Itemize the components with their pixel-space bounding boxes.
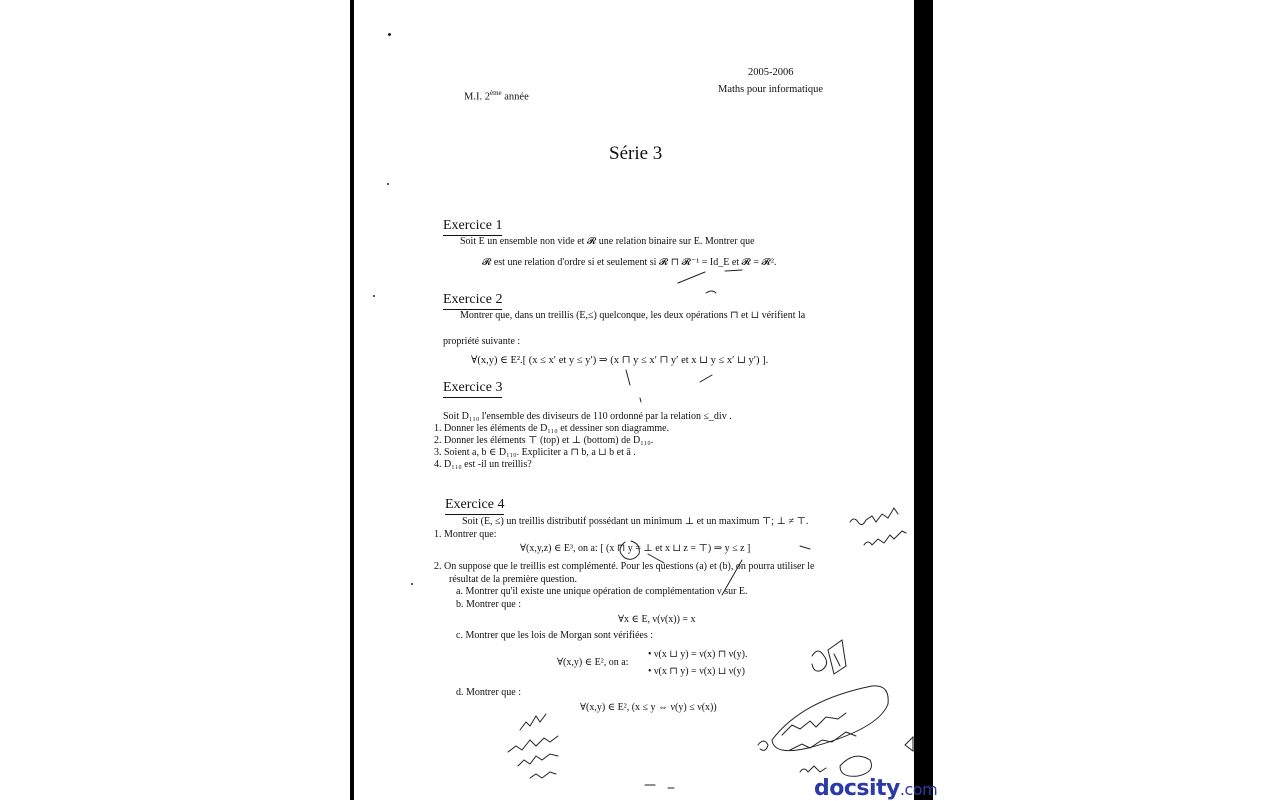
handwritten-note <box>782 713 846 735</box>
exercise-3-title: Exercice 3 <box>443 380 502 398</box>
exercise-4-question-1: 1. Montrer que: <box>434 529 497 540</box>
exercise-4-intro: Soit (E, ≤) un treillis distributif possédant un minimum ⊥ et un maximum ⊤; ⊥ ≠ ⊤. <box>462 516 809 527</box>
handwritten-note <box>790 732 856 750</box>
handwritten-stroke <box>640 398 641 402</box>
handwritten-stroke <box>725 270 742 271</box>
exercise-4-part-c-lhs: ∀(x,y) ∈ E², on a: <box>557 657 629 668</box>
handwritten-stroke <box>706 291 716 293</box>
exercise-1-title: Exercice 1 <box>443 218 502 236</box>
handwritten-stroke <box>678 272 705 283</box>
exercise-4-title: Exercice 4 <box>445 497 504 515</box>
docsity-watermark <box>814 776 937 801</box>
class-suffix: année <box>501 91 529 103</box>
handwritten-note <box>800 766 826 772</box>
exercise-2-formula: ∀(x,y) ∈ E².[ (x ≤ x′ et y ≤ y′) ⇒ (x ⊓ y ≤ x′ ⊓ y′ et x ⊔ y ≤ x′ ⊔ y′) ]. <box>471 355 769 366</box>
class-sup: ème <box>489 89 502 97</box>
handwritten-note <box>530 772 556 778</box>
handwritten-ellipse <box>772 686 888 751</box>
exercise-4-question-1-formula: ∀(x,y,z) ∈ E³, on a: [ (x ⊓ y = ⊥ et x ⊔ z = ⊤) ⇒ y ≤ z ] <box>520 543 751 554</box>
exercise-4-part-c-formula-1: • ν(x ⊔ y) = ν(x) ⊓ ν(y). <box>648 649 748 660</box>
exercise-4-question-2-cont: résultat de la première question. <box>449 574 578 585</box>
exercise-4-part-c: c. Montrer que les lois de Morgan sont vérifiées : <box>456 630 653 641</box>
exercise-4-part-b-formula: ∀x ∈ E, ν(ν(x)) = x <box>618 614 696 625</box>
exercise-4-part-d-formula: ∀(x,y) ∈ E², (x ≤ y ⇔ ν(y) ≤ ν(x)) <box>580 702 717 713</box>
exercise-2-statement: Montrer que, dans un treillis (E,≤) quelconque, les deux opérations ⊓ et ⊔ vérifient la <box>460 310 806 321</box>
handwritten-stroke <box>626 370 630 385</box>
watermark-main: docsity <box>814 776 900 801</box>
exercise-4-question-2: 2. On suppose que le treillis est complémenté. Pour les questions (a) et (b), on pourra utiliser le <box>434 561 815 572</box>
exercise-4-part-a: a. Montrer qu'il existe une unique opération de complémentation ν sur E. <box>456 586 748 597</box>
exercise-3-item-4: 4. D₁₁₀ est -il un treillis? <box>434 459 532 470</box>
page-title: Série 3 <box>609 143 663 164</box>
exercise-4-part-c-formula-2: • ν(x ⊓ y) = ν(x) ⊔ ν(y) <box>648 666 745 677</box>
handwritten-stroke <box>648 554 664 563</box>
exercise-3-item-3: 3. Soient a, b ∈ D₁₁₀. Expliciter a ⊓ b, a ⊔ b et ā . <box>434 447 636 458</box>
handwritten-stroke <box>800 546 810 549</box>
watermark-domain: .com <box>899 780 938 799</box>
handwritten-note <box>520 714 546 730</box>
exercise-2-title: Exercice 2 <box>443 292 502 310</box>
academic-year: 2005-2006 <box>748 67 794 78</box>
handwritten-stroke <box>645 785 674 788</box>
exercise-4-part-d: d. Montrer que : <box>456 687 521 698</box>
exercise-1-statement: Soit E un ensemble non vide et 𝓡 une relation binaire sur E. Montrer que <box>460 236 755 247</box>
handwritten-circle <box>620 541 639 559</box>
class-prefix: M.I. 2 <box>464 91 490 103</box>
handwritten-note <box>864 531 906 545</box>
handwritten-note <box>518 754 558 766</box>
torn-corner <box>905 737 913 751</box>
exercise-4-part-b: b. Montrer que : <box>456 599 521 610</box>
exercise-3-item-1: 1. Donner les éléments de D₁₁₀ et dessiner son diagramme. <box>434 423 670 434</box>
handwritten-stroke <box>700 375 712 382</box>
course-name: Maths pour informatique <box>718 84 823 95</box>
exercise-2-statement-cont: propriété suivante : <box>443 336 521 347</box>
handwritten-ellipse <box>840 756 872 776</box>
exercise-3-intro: Soit D₁₁₀ l'ensemble des diviseurs de 110 ordonné par la relation ≤_div . <box>443 411 732 422</box>
handwritten-note <box>850 508 898 525</box>
handwritten-stroke <box>722 560 742 595</box>
handwritten-note <box>812 640 846 674</box>
exercise-1-formula: 𝓡 est une relation d'ordre si et seulement si 𝓡 ⊓ 𝓡⁻¹ = Id_E et 𝓡 = 𝓡². <box>482 257 777 268</box>
handwritten-note <box>508 736 558 752</box>
handwritten-note <box>758 741 768 750</box>
exercise-3-item-2: 2. Donner les éléments ⊤ (top) et ⊥ (bottom) de D₁₁₀. <box>434 435 654 446</box>
